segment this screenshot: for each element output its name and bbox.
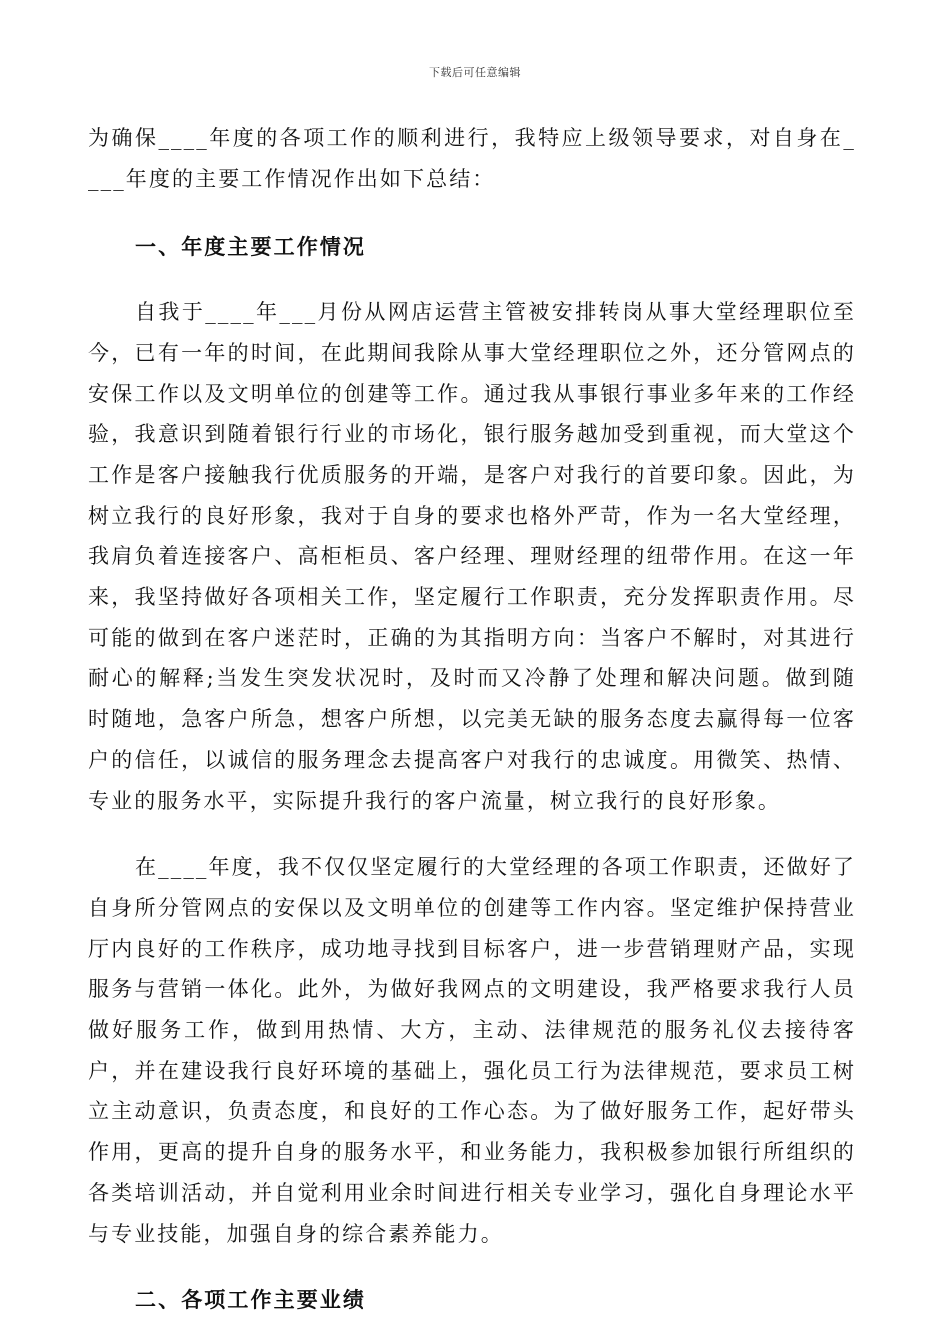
document-body [88, 118, 856, 1321]
body-paragraph-2: 在____年度，我不仅仅坚定履行的大堂经理的各项工作职责，还做好了自身所分管网点的安保以及文明单位的创建等工作内容。坚定维护保持营业厅内良好的工作秩序，成功地寻找到目标客户，进一步营销理财产品，实现服务与营销一体化。此外，为做好我网点的文明建设，我严格要求我行人员做好服务工作，做到用热情、大方，主动、法律规范的服务礼仪去接待客户，并在建设我行良好环境的基础上，强化员工行为法律规范，要求员工树立主动意识，负责态度，和良好的工作心态。为了做好服务工作，起好带头作用，更高的提升自身的服务水平，和业务能力，我积极参加银行所组织的各类培训活动，并自觉利用业余时间进行相关专业学习，强化自身理论水平与专业技能，加强自身的综合素养能力。 [88, 855, 856, 1246]
body-paragraph-1: 自我于____年___月份从网店运营主管被安排转岗从事大堂经理职位至今，已有一年的时间，在此期间我除从事大堂经理职位之外，还分管网点的安保工作以及文明单位的创建等工作。通过我从事银行事业多年来的工作经验，我意识到随着银行行业的市场化，银行服务越加受到重视，而大堂这个工作是客户接触我行优质服务的开端，是客户对我行的首要印象。因此，为树立我行的良好形象，我对于自身的要求也格外严苛，作为一名大堂经理，我肩负着连接客户、高柜柜员、客户经理、理财经理的纽带作用。在这一年来，我坚持做好各项相关工作，坚定履行工作职责，充分发挥职责作用。尽可能的做到在客户迷茫时，正确的为其指明方向：当客户不解时，对其进行耐心的解释;当发生突发状况时，及时而又冷静了处理和解决问题。做到随时随地，急客户所急，想客户所想，以完美无缺的服务态度去赢得每一位客户的信任，以诚信的服务理念去提高客户对我行的忠诚度。用微笑、热情、专业的服务水平，实际提升我行的客户流量，树立我行的良好形象。 [88, 300, 856, 813]
intro-paragraph: 为确保____年度的各项工作的顺利进行，我特应上级领导要求，对自身在____年度的主要工作情况作出如下总结： [88, 126, 856, 191]
section-heading-2: 二、各项工作主要业绩 [135, 1288, 366, 1313]
section-heading-1: 一、年度主要工作情况 [135, 235, 366, 260]
page-header: 下载后可任意编辑 [429, 66, 521, 79]
